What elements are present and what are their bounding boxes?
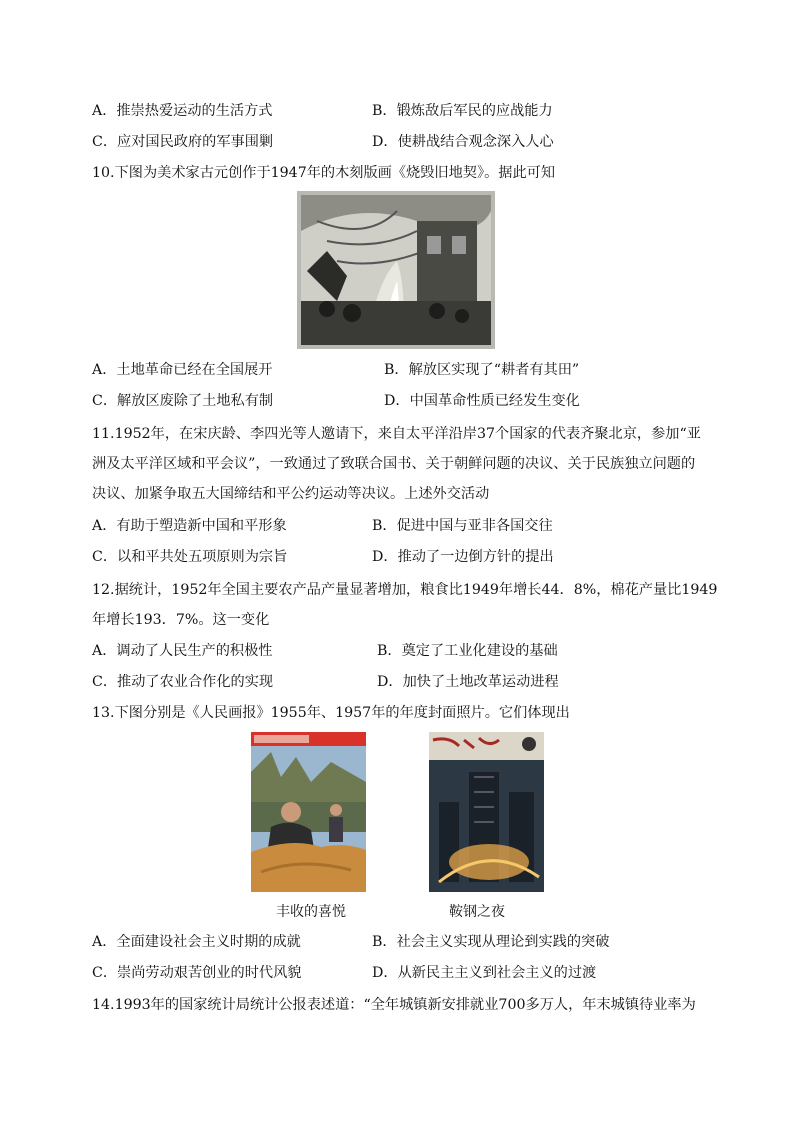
q12-option-a: A．调动了人民生产的积极性: [92, 643, 273, 659]
q11-stem-line-3: 决议、加紧争取五大国缔结和平公约运动等决议。上述外交活动: [92, 486, 490, 502]
q13-option-d: D．从新民主主义到社会主义的过渡: [372, 965, 597, 981]
harvest-caption: 丰收的喜悦: [276, 904, 346, 920]
q12-option-d: D．加快了土地改革运动进程: [377, 674, 559, 690]
anshan-steel-cover-photo: [429, 732, 544, 892]
harvest-cover-photo: [251, 732, 366, 892]
q14-stem: 14.1993年的国家统计局统计公报表述道：“全年城镇新安排就业700多万人，年末城镇待业率为: [92, 997, 696, 1013]
q9-option-a: A．推崇热爱运动的生活方式: [92, 103, 273, 119]
q10-option-b: B．解放区实现了“耕者有其田”: [384, 362, 580, 378]
woodcut-image: [297, 191, 495, 349]
q12-option-b: B．奠定了工业化建设的基础: [377, 643, 558, 659]
q9-option-d: D．使耕战结合观念深入人心: [372, 134, 554, 150]
q12-stem-line-1: 12.据统计，1952年全国主要农产品产量显著增加，粮食比1949年增长44．8%，棉花产量比1949: [92, 582, 718, 598]
q11-option-d: D．推动了一边倒方针的提出: [372, 549, 554, 565]
q11-option-a: A．有助于塑造新中国和平形象: [92, 518, 287, 534]
q10-option-a: A．土地革命已经在全国展开: [92, 362, 273, 378]
q11-option-b: B．促进中国与亚非各国交往: [372, 518, 553, 534]
q11-option-c: C．以和平共处五项原则为宗旨: [92, 549, 288, 565]
q11-stem-line-1: 11.1952年，在宋庆龄、李四光等人邀请下，来自太平洋沿岸37个国家的代表齐聚北京，参加“亚: [92, 426, 701, 442]
q9-option-b: B．锻炼敌后军民的应战能力: [372, 103, 553, 119]
q13-option-b: B．社会主义实现从理论到实践的突破: [372, 934, 610, 950]
anshan-steel-caption: 鞍钢之夜: [449, 904, 505, 920]
q9-option-c: C．应对国民政府的军事围剿: [92, 134, 274, 150]
q10-option-c: C．解放区废除了土地私有制: [92, 393, 274, 409]
q10-option-d: D．中国革命性质已经发生变化: [384, 393, 580, 409]
q12-option-c: C．推动了农业合作化的实现: [92, 674, 274, 690]
q11-stem-line-2: 洲及太平洋区域和平会议”，一致通过了致联合国书、关于朝鲜问题的决议、关于民族独立问题的: [92, 456, 696, 472]
q13-option-a: A．全面建设社会主义时期的成就: [92, 934, 301, 950]
q10-stem: 10.下图为美术家古元创作于1947年的木刻版画《烧毁旧地契》。据此可知: [92, 165, 556, 181]
q12-stem-line-2: 年增长193．7%。这一变化: [92, 612, 270, 628]
q13-stem: 13.下图分别是《人民画报》1955年、1957年的年度封面照片。它们体现出: [92, 705, 570, 721]
q13-option-c: C．崇尚劳动艰苦创业的时代风貌: [92, 965, 302, 981]
